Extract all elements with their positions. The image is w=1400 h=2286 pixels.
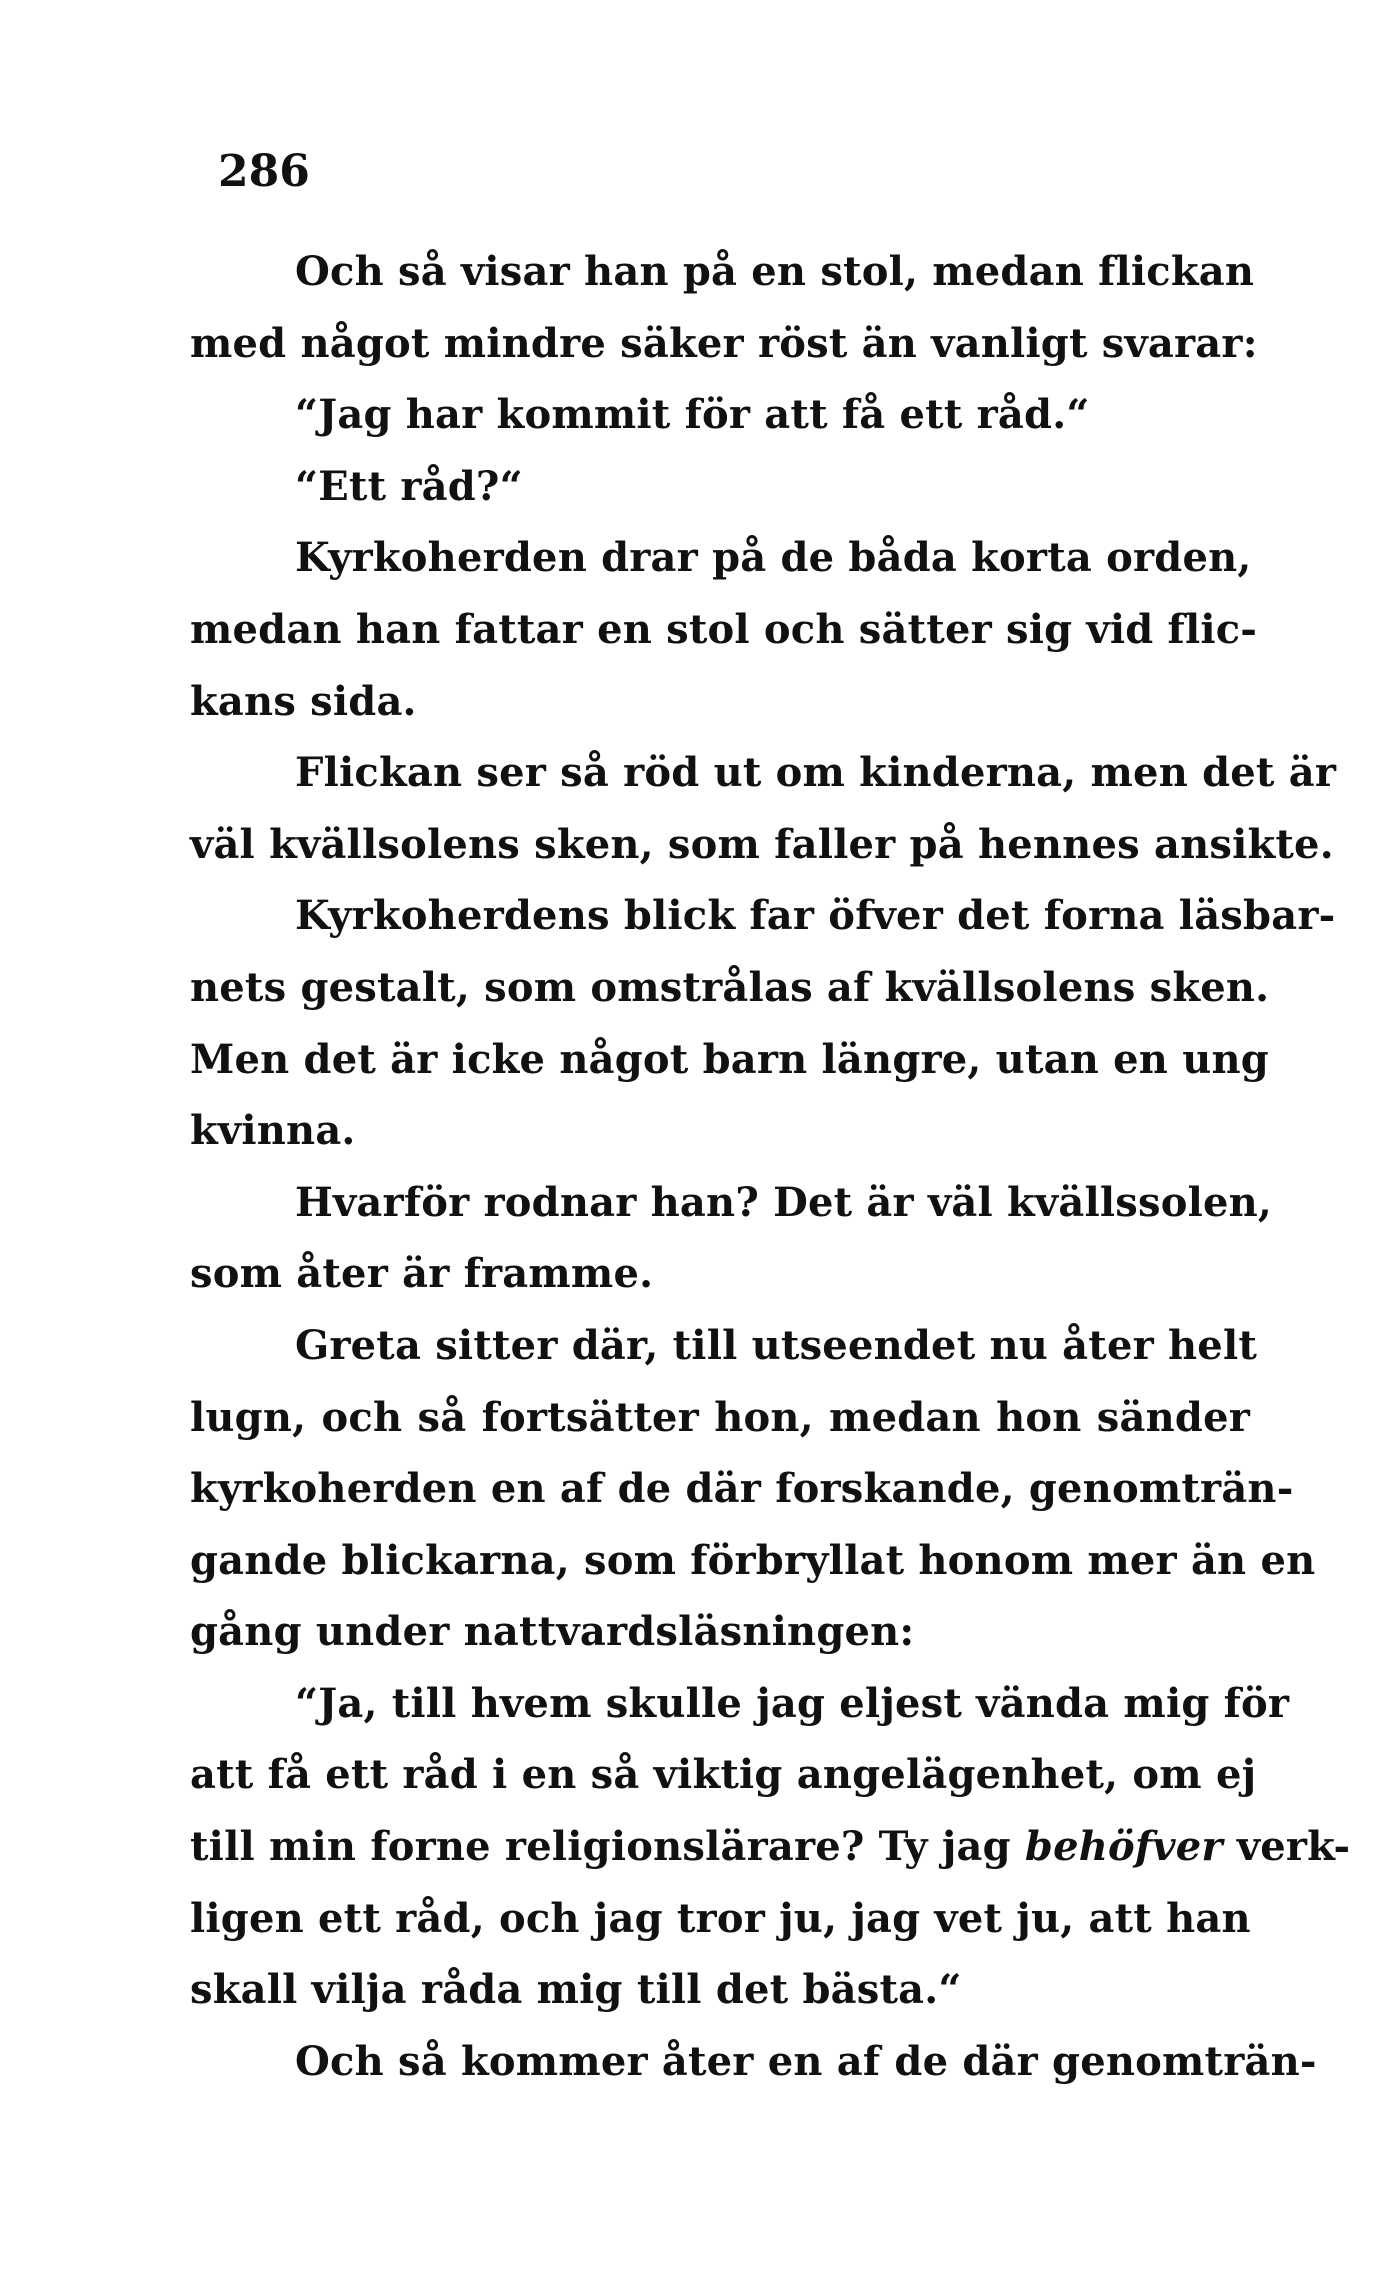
page-number: 286 bbox=[218, 146, 310, 197]
emphasized-word: behöfver bbox=[1024, 1823, 1223, 1871]
text-line: “Ett råd?“ bbox=[295, 462, 523, 510]
text-line: Men det är icke något barn längre, utan en ung bbox=[190, 1035, 1269, 1083]
text-line: att få ett råd i en så viktig angelägenhet, om ej bbox=[190, 1751, 1257, 1799]
text-line: kyrkoherden en af de där forskande, genomträn- bbox=[190, 1465, 1294, 1513]
text-line: medan han fattar en stol och sätter sig vid flic- bbox=[190, 605, 1258, 653]
text-line: “Jag har kommit för att få ett råd.“ bbox=[295, 391, 1090, 439]
text-line: gång under nattvardsläsningen: bbox=[190, 1608, 915, 1656]
text-line: väl kvällsolens sken, som faller på hennes ansikte. bbox=[190, 820, 1334, 868]
text-line: kans sida. bbox=[190, 677, 417, 725]
text-line: kvinna. bbox=[190, 1107, 356, 1155]
text-line: Kyrkoherden drar på de båda korta orden, bbox=[295, 534, 1252, 582]
text-line: nets gestalt, som omstrålas af kvällsolens sken. bbox=[190, 963, 1270, 1011]
text-line: Hvarför rodnar han? Det är väl kvällssolen, bbox=[295, 1178, 1273, 1226]
text-line: Och så visar han på en stol, medan flickan bbox=[295, 248, 1255, 295]
text-line: lugn, och så fortsätter hon, medan hon sänder bbox=[190, 1393, 1250, 1441]
text-line: med något mindre säker röst än vanligt svarar: bbox=[190, 319, 1258, 367]
text-line: Greta sitter där, till utseendet nu åter helt bbox=[295, 1321, 1258, 1369]
body-text bbox=[190, 236, 1351, 2097]
text-line: Flickan ser så röd ut om kinderna, men det är bbox=[295, 749, 1337, 797]
text-line: Och så kommer åter en af de där genomträn- bbox=[295, 2037, 1317, 2085]
text-line: som åter är framme. bbox=[190, 1250, 654, 1298]
text-line: Kyrkoherdens blick far öfver det forna läsbar- bbox=[295, 892, 1336, 940]
text-line: till min forne religionslärare? Ty jag behöfver verk- bbox=[190, 1823, 1351, 1871]
text-line: ligen ett råd, och jag tror ju, jag vet ju, att han bbox=[190, 1894, 1251, 1942]
text-line: skall vilja råda mig till det bästa.“ bbox=[190, 1966, 962, 2014]
text-line: “Ja, till hvem skulle jag eljest vända mig för bbox=[295, 1679, 1290, 1727]
text-line: gande blickarna, som förbryllat honom mer än en bbox=[190, 1536, 1316, 1584]
